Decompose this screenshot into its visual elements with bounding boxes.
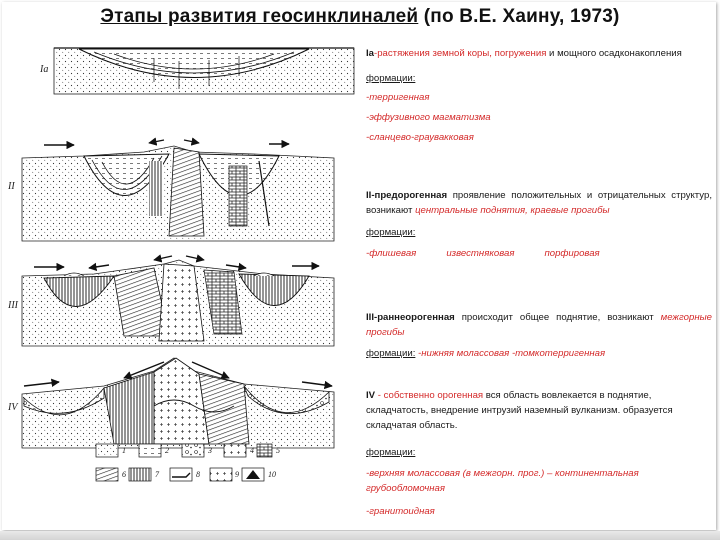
legend-swatch-3	[182, 444, 204, 457]
stage-2-title: II-предорогенная	[366, 190, 448, 201]
cross-section-figure	[4, 36, 360, 526]
stage-2-formation-2: известняковая	[446, 248, 515, 259]
stage-2-formations-label: формации:	[366, 227, 416, 238]
stage-4-formation-1: -верхняя молассовая (в межгорн. прог.) – континентальная грубообломочная	[366, 468, 639, 494]
legend-number-4: 4	[250, 446, 254, 455]
footer-strip	[0, 531, 720, 540]
stage-4-title: - собственно орогенная	[375, 390, 484, 401]
legend-number-5: 5	[276, 446, 280, 455]
stage-1-formation-1: -терригенная	[366, 92, 430, 103]
stage-4-heading	[366, 388, 712, 433]
stage-1-formations-label: формации:	[366, 73, 416, 84]
stage-2-formation-1: -флишевая	[366, 248, 417, 259]
stage-2-formation-3: порфировая	[544, 248, 600, 259]
legend-number-10: 10	[268, 470, 276, 479]
stage-label-3: III	[8, 300, 18, 311]
stage-1-title: -растяжения земной коры, погружения	[374, 48, 547, 59]
stage-1-block	[366, 46, 712, 145]
legend-number-7: 7	[155, 470, 159, 479]
stage-2-heading	[366, 188, 712, 218]
legend-swatch-1	[96, 444, 118, 457]
section-stage-2	[22, 140, 334, 241]
stage-2-highlight: центральные поднятия, краевые прогибы	[415, 205, 610, 216]
legend-number-9: 9	[235, 470, 239, 479]
stage-3-heading	[366, 310, 712, 340]
legend-number-3: 3	[208, 446, 212, 455]
geosyncline-diagram	[4, 36, 360, 526]
stage-3-formations	[366, 346, 712, 361]
stage-3-formations-label: формации:	[366, 348, 416, 359]
legend-swatch-7	[129, 468, 151, 481]
legend-swatch-6	[96, 468, 118, 481]
stage-2-text: проявление положительных и отрицательных структур, возникают	[366, 190, 712, 216]
stage-2-block	[366, 188, 712, 261]
page-title	[0, 6, 720, 28]
title-main: Этапы развития геосинклиналей	[100, 6, 419, 27]
legend-number-1: 1	[122, 446, 126, 455]
title-source: (по В.Е. Хаину, 1973)	[418, 6, 620, 27]
stage-3-highlight: межгорные прогибы	[366, 312, 712, 338]
stage-3-block	[366, 310, 712, 361]
stage-label-4: IV	[8, 402, 18, 413]
stage-4-block	[366, 388, 712, 519]
legend-swatch-4	[224, 444, 246, 457]
stage-1-formation-3: -сланцево-граувакковая	[366, 132, 474, 143]
section-stage-1	[54, 48, 354, 94]
stage-3-title: III-раннеорогенная	[366, 312, 455, 323]
stage-1-heading	[366, 46, 712, 61]
stage-4-text: вся область вовлекается в поднятие, складчатость, внедрение интрузий наземный вулканизм. образуется складчатая область.	[366, 390, 673, 431]
legend-swatch-2	[139, 444, 161, 457]
stage-label-2: II	[8, 181, 15, 192]
stage-label-1: Ia	[40, 64, 49, 75]
legend-number-2: 2	[165, 446, 169, 455]
stage-1-formation-2: -эффузивного магматизма	[366, 112, 491, 123]
section-stage-4	[22, 358, 334, 448]
stage-2-formations	[366, 246, 712, 261]
legend-swatch-9	[210, 468, 232, 481]
stage-3-text: происходит общее поднятие, возникают	[454, 312, 661, 323]
stage-3-formations-list: -нижняя молассовая -томкотерригенная	[415, 348, 606, 359]
stage-1-text: и мощного осадконакопления	[546, 48, 682, 59]
legend-number-8: 8	[196, 470, 200, 479]
legend-swatch-5	[257, 444, 272, 457]
stage-4-formation-2: -гранитоидная	[366, 506, 435, 517]
stage-1-numeral: Ia	[366, 48, 375, 59]
legend-number-6: 6	[122, 470, 126, 479]
section-stage-3	[22, 256, 334, 346]
stage-4-formations-label: формации:	[366, 447, 416, 458]
stage-4-numeral: IV	[366, 390, 376, 401]
